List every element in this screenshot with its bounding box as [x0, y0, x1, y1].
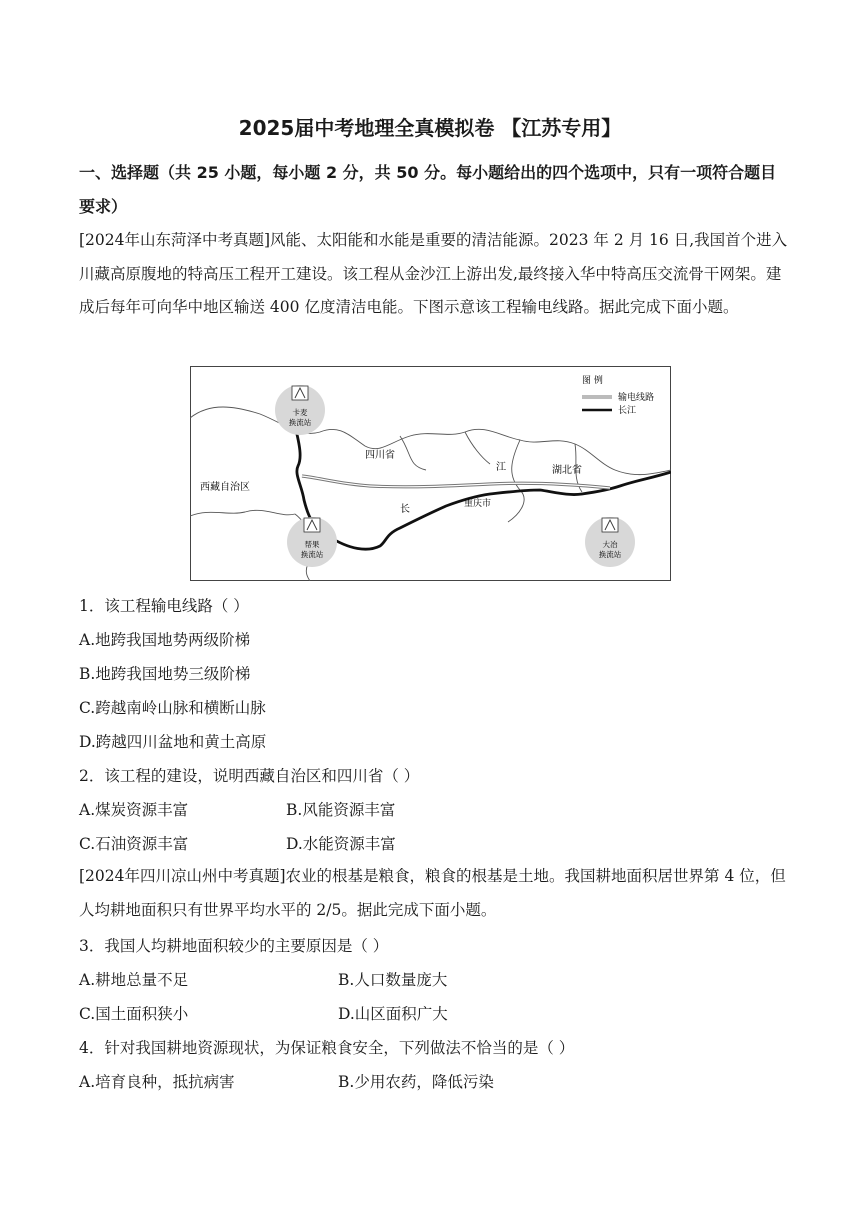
question-number: 4．: [79, 1039, 105, 1057]
station-daye: [585, 517, 635, 567]
option-3a[interactable]: A.耕地总量不足: [79, 971, 189, 989]
station-label: 帮果: [304, 540, 320, 549]
question-1: [79, 596, 249, 616]
option-4a[interactable]: A.培育良种，抵抗病害: [79, 1073, 235, 1091]
station-bangguo: [287, 517, 337, 567]
question-2: [79, 766, 419, 786]
passage-2: [2024年四川凉山州中考真题]农业的根基是粮食，粮食的根基是土地。我国耕地面积居世界第 4 位，但人均耕地面积只有世界平均水平的 2/5。据此完成下面小题。: [79, 867, 786, 919]
station-kamai: [275, 385, 325, 435]
section-heading: 一、选择题（共 25 小题，每小题 2 分，共 50 分。每小题给出的四个选项中，只有一项符合题目要求）: [79, 163, 777, 216]
station-label: 卡麦: [292, 408, 308, 417]
question-number: 2．: [79, 767, 105, 785]
option-1b[interactable]: B.地跨我国地势三级阶梯: [79, 665, 251, 683]
question-stem: 该工程输电线路（ ）: [104, 597, 249, 615]
river-label-jiang: 江: [496, 462, 506, 473]
option-2b[interactable]: B.风能资源丰富: [286, 801, 396, 819]
question-3: [79, 936, 388, 956]
station-label: 换流站: [598, 550, 622, 559]
option-3b[interactable]: B.人口数量庞大: [338, 971, 448, 989]
legend-item-transmission: 输电线路: [618, 393, 655, 403]
river-label-chang: 长: [400, 504, 410, 515]
transmission-line-map: [190, 366, 671, 581]
page-title: 2025届中考地理全真模拟卷 【江苏专用】: [238, 116, 622, 140]
region-xizang: 西藏自治区: [200, 482, 250, 493]
option-4b[interactable]: B.少用农药，降低污染: [338, 1073, 494, 1091]
question-4: [79, 1038, 574, 1058]
map-svg: [190, 366, 671, 581]
option-1c[interactable]: C.跨越南岭山脉和横断山脉: [79, 699, 266, 717]
question-stem: 该工程的建设，说明西藏自治区和四川省（ ）: [104, 767, 420, 785]
question-stem: 针对我国耕地资源现状，为保证粮食安全，下列做法不恰当的是（ ）: [104, 1039, 575, 1057]
region-hubei: 湖北省: [552, 465, 582, 476]
question-stem: 我国人均耕地面积较少的主要原因是（ ）: [104, 937, 389, 955]
station-label: 大冶: [602, 540, 618, 549]
option-2c[interactable]: C.石油资源丰富: [79, 835, 189, 853]
station-label: 换流站: [300, 550, 324, 559]
legend-item-river: 长江: [618, 406, 637, 416]
question-number: 1．: [79, 597, 105, 615]
region-chongqing: 重庆市: [464, 499, 492, 509]
region-sichuan: 四川省: [365, 450, 395, 461]
option-1a[interactable]: A.地跨我国地势两级阶梯: [79, 631, 251, 649]
option-2a[interactable]: A.煤炭资源丰富: [79, 801, 189, 819]
question-number: 3．: [79, 937, 105, 955]
option-2d[interactable]: D.水能资源丰富: [286, 835, 396, 853]
legend-title: 图 例: [582, 376, 603, 386]
passage-1: [2024年山东菏泽中考真题]风能、太阳能和水能是重要的清洁能源。2023 年 2 月 16 日,我国首个进入川藏高原腹地的特高压工程开工建设。该工程从金沙江上游出发,最终接入华中特高压交流骨干网架。建成后每年可向华中地区输送 400 亿度清洁电能。下图示意该工程输电线路。据此完成下面小题。: [79, 231, 788, 316]
station-label: 换流站: [288, 418, 312, 427]
option-3c[interactable]: C.国土面积狭小: [79, 1005, 189, 1023]
option-3d[interactable]: D.山区面积广大: [338, 1005, 448, 1023]
option-1d[interactable]: D.跨越四川盆地和黄土高原: [79, 733, 267, 751]
